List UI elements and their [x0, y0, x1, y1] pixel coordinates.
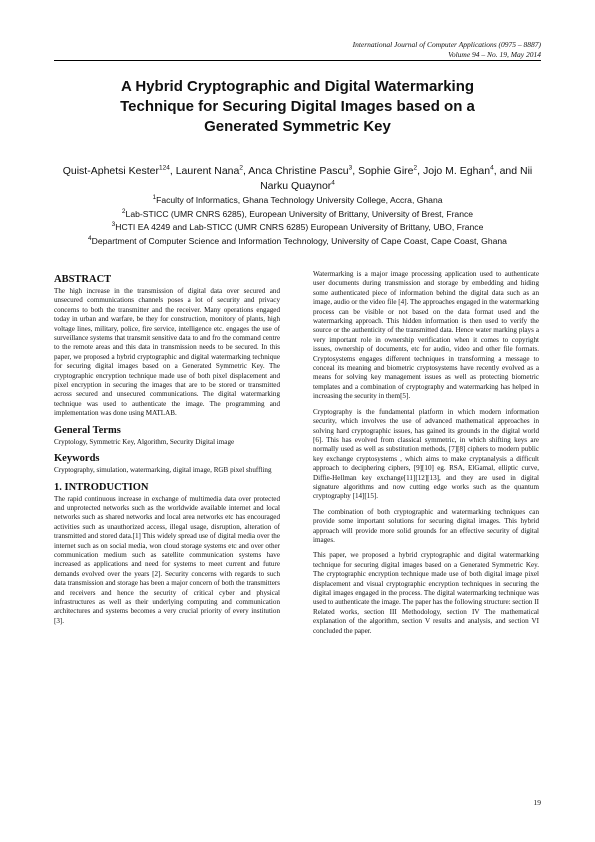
affiliation-text: Faculty of Informatics, Ghana Technology University College, Accra, Ghana: [156, 195, 443, 205]
affiliation-marker: 3: [111, 221, 116, 229]
journal-name: International Journal of Computer Applications (0975 – 8887): [352, 40, 541, 49]
affiliation-list: [40, 194, 555, 248]
body-paragraph-watermarking: Watermarking is a major image processing application used to authenticate user documents during transmission and storage by embedding and hiding some authenticated piece of information behind the digital data such as an image, audio or the video file [4]. The approaches engaged in the watermarking process can be visible or not based on the data format used and the watermarking approach. This hidden information is then used to verify the source or the authenticity of the transmitted data. Hence water marking plays a very important role in ownership verification when it comes to copyright issues, ownership of documents, etc for audio, video and other file formats. Cryptosystems engages different techniques in transforming a message to conceal its meaning and biometric cryptosystems have recently evolved as a means for solving key management issues as well as protecting biometric templates and a combination of cryptography and watermarking has helped in increasing the security in them[5].: [313, 270, 539, 401]
author-affiliation-marker: 4: [331, 179, 335, 187]
affiliation-text: Lab-STICC (UMR CNRS 6285), European University of Brittany, University of Brest, France: [125, 208, 474, 219]
title-line-2: Technique for Securing Digital Images based on a: [120, 98, 475, 115]
affiliation-1: [40, 194, 555, 208]
author-name: , Anca Christine Pascu: [242, 165, 349, 177]
title-line-1: A Hybrid Cryptographic and Digital Watermarking: [120, 78, 475, 95]
author-affiliation-marker: 124: [159, 164, 170, 172]
author-name: , Laurent Nana: [169, 165, 240, 177]
affiliation-marker: 4: [88, 234, 92, 242]
author-affiliation-marker: 4: [490, 164, 494, 172]
author-name: , and Nii Narku Quaynor: [260, 165, 533, 192]
author-affiliation-marker: 3: [348, 164, 353, 172]
journal-volume: Volume 94 – No. 19, May 2014: [448, 49, 541, 59]
affiliation-2: [40, 208, 555, 222]
author-name: Quist-Aphetsi Kester: [62, 165, 160, 177]
introduction-heading: 1. INTRODUCTION: [54, 481, 149, 493]
title-line-3: Generated Symmetric Key: [204, 118, 391, 135]
left-column: [54, 272, 280, 632]
header-rule: [54, 60, 541, 61]
right-column: [313, 270, 539, 642]
body-paragraph-cryptography: Cryptography is the fundamental platform in which modern information security, which involves the use of advanced mathematical approaches in solving hard cryptographic issues, has gained its grounds in the digital world [6]. This has evolved from classical symmetric, in which shifting keys are normally used as well as substitution methods, [7][8] ciphers to modern public key exchange cryptosystems , which aims to make cryptanalysis a difficult approach to deciphering ciphers, [9][10] eg. RSA, ElGamal, elliptic curve, Diffie-Hellman key exchange[11][12][13], and they are used in digital signature algorithms and now cutting edge works such as the quantum cryptography [14][15].: [313, 407, 539, 501]
keywords-heading: Keywords: [54, 453, 100, 465]
author-affiliation-marker: 2: [239, 164, 243, 172]
abstract-text: The high increase in the transmission of digital data over secured and unsecured communications channels poses a lot of security and privacy concerns to both the transmitter and the receiver. Many operations engaged today in urban and warfare, be they for construction, monitory of plants, high voltage lines, military, police, fire service, intelligence etc. engages the use of surveillance systems that transmit sensitive data to and fro the command centre to the remote areas and this data in transmission needs to be secured. In this paper, we proposed a hybrid cryptographic and digital watermarking technique for securing digital images based on a Generated Symmetric Key. The cryptographic encryption technique made use of both pixel displacement and pixel encryption in securing the images that are to be stored or transmitted across secured and unsecured communications. The digital watermarking technique was used to authenticate the image. The programming and implementation was done using MATLAB.: [54, 287, 280, 418]
author-name: , Jojo M. Eghan: [417, 165, 491, 177]
page-number: 19: [533, 798, 541, 807]
general-terms-heading: General Terms: [54, 424, 121, 436]
general-terms-text: Cryptology, Symmetric Key, Algorithm, Security Digital image: [54, 437, 235, 446]
body-paragraph-paper-structure: This paper, we proposed a hybrid cryptographic and digital watermarking technique for securing digital images based on a Generated Symmetric Key. The cryptographic encryption technique made use of both digital image pixel displacement and visual cryptographic encryption techniques in securing the digital images engaged in the process. The digital watermarking technique was used to authenticate the image. The paper has the following structure: section II Related works, section III Methodology, section IV The mathematical explanation of the algorithm, section V results and analysis, and section VI concluded the paper.: [313, 551, 539, 635]
keywords-text: Cryptography, simulation, watermarking, digital image, RGB pixel shuffling: [54, 466, 272, 475]
affiliation-text: HCTI EA 4249 and Lab-STICC (UMR CNRS 6285) European University of Brittany, UBO, France: [115, 222, 484, 233]
author-list: [54, 164, 541, 194]
affiliation-marker: 2: [121, 207, 126, 215]
author-affiliation-marker: 2: [413, 164, 418, 172]
affiliation-3: [40, 221, 555, 235]
affiliation-4: [40, 235, 555, 249]
body-paragraph-combination: The combination of both cryptographic and watermarking techniques can provide some important solutions for securing digital images. This hybrid approach will provide more solid grounds for an effective security of digital images.: [313, 507, 539, 544]
affiliation-text: Department of Computer Science and Information Technology, University of Cape Coast, Cape Coast, Ghana: [91, 235, 507, 246]
affiliation-marker: 1: [152, 194, 157, 202]
author-name: , Sophie Gire: [352, 165, 414, 177]
abstract-heading: ABSTRACT: [54, 274, 112, 285]
paper-title: [60, 77, 535, 137]
journal-header: [241, 40, 541, 59]
introduction-text: The rapid continuous increase in exchange of multimedia data over protected and unprotected networks such as the worldwide available internet and local networks such as shared networks and local area networks etc has encouraged activities such as unauthorized access, illegal usage, disruption, alteration of transmitted and stored data.[1] This widely spread use of digital media over the internet such as on social media, won cloud storage systems etc and over other communication medium such as satellite communication systems have increased as applications and need for systems to meet current and future demands evolved over the years [2]. Security concerns with regards to such data transmission and storage has been a major concern of both the transmitters and receivers and hence the security of critical cyber and physical infrastructures as well as their underlying computing and communication architectures and systems becomes a very crucial priority of every institution [3].: [54, 494, 280, 625]
